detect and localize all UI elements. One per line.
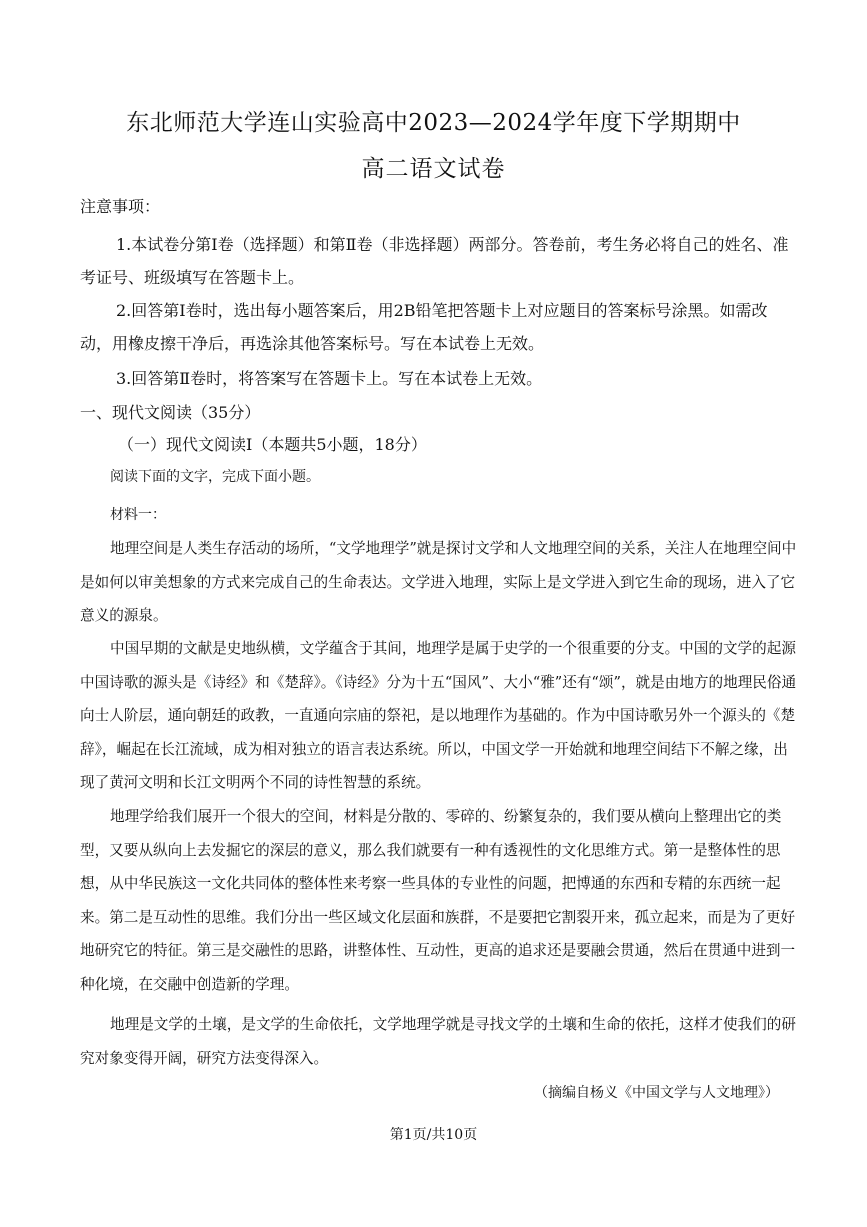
exam-title: 东北师范大学连山实验高中2023—2024学年度下学期期中 [126, 110, 741, 136]
exam-subtitle: 高二语文试卷 [361, 156, 506, 182]
sub-section-heading: （一）现代文阅读Ⅰ（本题共5小题，18分） [118, 435, 427, 454]
paragraph-3-text: 地理学给我们展开一个很大的空间，材料是分散的、零碎的、纷繁复杂的，我们要从横向上整理出它的类型，又要从纵向上去发掘它的深层的意义，那么我们就要有一种有透视性的文化思维方式。第一是整体性的思想，从中华民族这一文化共同体的整体性来考察一些具体的专业性的问题，把博通的东西和专精的东西统一起来。第二是互动性的思维。我们分出一些区域文化层面和族群，不是要把它割裂开来，孤立起来，而是为了更好地研究它的特征。第三是交融性的思路，讲整体性、互动性，更高的追求还是要融会贯通，然后在贯通中进到一种化境，在交融中创造新的学理。 [80, 808, 796, 993]
page-number: 第1页/共10页 [389, 1127, 478, 1143]
notice-item-2 [80, 294, 795, 360]
notice-item-1-text: 1.本试卷分第Ⅰ卷（选择题）和第Ⅱ卷（非选择题）两部分。答卷前，考生务必将自己的姓名、准考证号、班级填写在答题卡上。 [80, 235, 789, 287]
notice-item-2-text: 2.回答第Ⅰ卷时，选出每小题答案后，用2B铅笔把答题卡上对应题目的答案标号涂黑。如需改动，用橡皮擦干净后，再选涂其他答案标号。写在本试卷上无效。 [80, 301, 768, 353]
paragraph-2-text: 中国早期的文献是史地纵横，文学蕴含于其间，地理学是属于史学的一个很重要的分支。中国的文学的起源中国诗歌的源头是《诗经》和《楚辞》。《诗经》分为十五“国风”、大小“雅”还有“颂”，就是由地方的地理民俗通向士人阶层，通向朝廷的政教，一直通向宗庙的祭祀，是以地理作为基础的。作为中国诗歌另外一个源头的《楚辞》，崛起在长江流域，成为相对独立的语言表达系统。所以，中国文学一开始就和地理空间结下不解之缘，出现了黄河文明和长江文明两个不同的诗性智慧的系统。 [80, 640, 797, 791]
reading-instruction: 阅读下面的文字，完成下面小题。 [110, 469, 320, 485]
paragraph-4 [80, 1008, 802, 1075]
notice-item-1 [80, 228, 795, 294]
paragraph-1 [80, 532, 802, 633]
source-citation: （摘编自杨义《中国文学与人文地理》） [534, 1085, 779, 1101]
notice-item-3-text: 3.回答第Ⅱ卷时，将答案写在答题卡上。写在本试卷上无效。 [116, 369, 543, 388]
paragraph-4-text: 地理是文学的土壤，是文学的生命依托，文学地理学就是寻找文学的土壤和生命的依托，这样才使我们的研究对象变得开阔，研究方法变得深入。 [80, 1016, 796, 1067]
notice-heading: 注意事项： [80, 197, 161, 216]
section-heading: 一、现代文阅读（35分） [80, 403, 261, 422]
notice-item-3 [80, 362, 795, 395]
paragraph-1-text: 地理空间是人类生存活动的场所，“文学地理学”就是探讨文学和人文地理空间的关系，关注人在地理空间中是如何以审美想象的方式来完成自己的生命表达。文学进入地理，实际上是文学进入到它生命的现场，进入了它意义的源泉。 [80, 540, 797, 624]
material-label: 材料一： [110, 507, 166, 523]
paragraph-2 [80, 632, 802, 800]
paragraph-3 [80, 800, 802, 1001]
